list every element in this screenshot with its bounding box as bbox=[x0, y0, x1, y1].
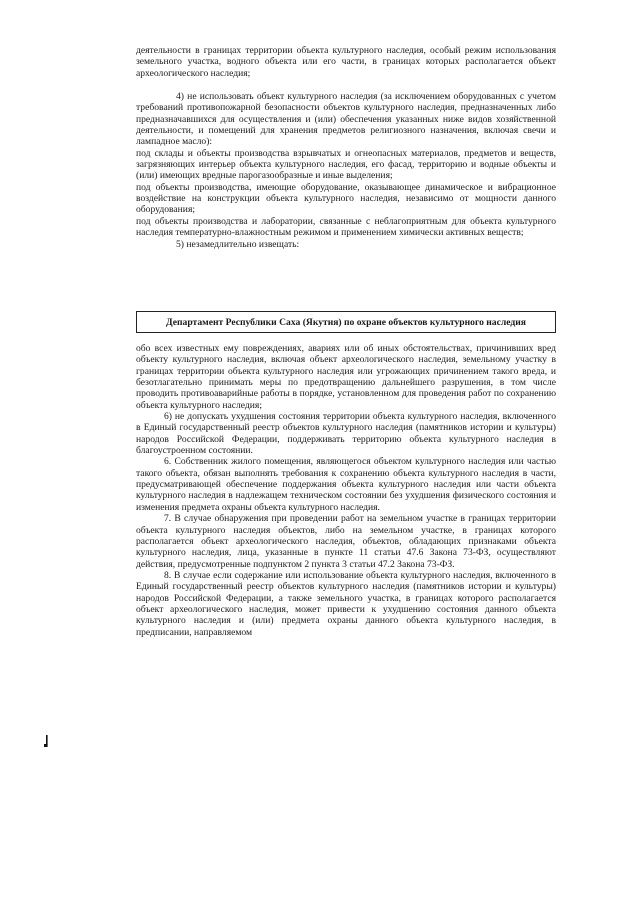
department-name: Департамент Республики Саха (Якутия) по охране объектов культурного наследия bbox=[166, 316, 526, 328]
paragraph-section-6: 6. Собственник жилого помещения, являющегося объектом культурного наследия или частью такого объекта, обязан выполнять требования к сохранению объекта культурного наследия в части, предусматривающей обеспечение поддержания объекта культурного наследия или части объекта культурного наследия в надлежащем техническом состоянии без ухудшения физического состояния и изменения предмета охраны объекта культурного наследия. bbox=[136, 456, 556, 513]
paragraph-section-7: 7. В случае обнаружения при проведении работ на земельном участке в границах территории объекта культурного наследия объектов, либо на земельном участке, в границах которого располагается объект археологического наследия, объектов, обладающих признаками объекта культурного наследия, лица, указанные в пункте 11 статьи 47.6 Закона 73-ФЗ, осуществляют действия, предусмотренные подпунктом 2 пункта 3 статьи 47.2 Закона 73-ФЗ. bbox=[136, 513, 556, 570]
department-stamp-box bbox=[136, 311, 556, 333]
paragraph-warehouses: под склады и объекты производства взрывчатых и огнеопасных материалов, предметов и веществ, загрязняющих интерьер объекта культурного наследия, его фасад, территорию и водные объекты и (или) имеющих вредные парогазообразные и иные выделения; bbox=[136, 147, 556, 182]
paragraph-laboratories: под объекты производства и лаборатории, связанные с неблагоприятным для объекта культурного наследия температурно-влажностным режимом и применением химически активных веществ; bbox=[136, 215, 556, 239]
paragraph-notify-damage: обо всех известных ему повреждениях, авариях или об иных обстоятельствах, причинивших вред объекту культурного наследия, включая объект археологического наследия, земельному участку в границах территории объекта культурного наследия или угрожающих причинением такого вреда, и безотлагательно принимать меры по предотвращению дальнейшего разрушения, в том числе проводить противоаварийные работы в порядке, установленном для проведения работ по сохранению объекта культурного наследия; bbox=[136, 343, 556, 411]
paragraph-continuation: деятельности в границах территории объекта культурного наследия, особый режим использования земельного участка, водного объекта или его части, в границах которых располагается объект археологического наследия; bbox=[136, 45, 556, 79]
paragraph-item-4: 4) не использовать объект культурного наследия (за исключением оборудованных с учетом требований противопожарной безопасности объектов культурного наследия, предназначенных либо предназначавшихся для осуществления и (или) обеспечения указанных ниже видов хозяйственной деятельности, и помещений для хранения предметов религиозного назначения, включая свечи и лампадное масло): bbox=[136, 91, 556, 148]
text-block-bottom bbox=[136, 343, 556, 638]
paragraph-section-8: 8. В случае если содержание или использование объекта культурного наследия, включенного в Единый государственный реестр объектов культурного наследия (памятников истории и культуры) народов Российской Федерации, а также земельного участка, в границах которого располагается объект археологического наследия, может привести к ухудшению состояния данного объекта культурного наследия и (или) предмета охраны данного объекта культурного наследия, в предписании, направляемом bbox=[136, 569, 556, 638]
scan-mark-icon bbox=[44, 735, 49, 747]
paragraph-production-objects: под объекты производства, имеющие оборудование, оказывающее динамическое и вибрационное воздействие на конструкции объекта культурного наследия, независимо от мощности данного оборудования; bbox=[136, 181, 556, 216]
text-block-top bbox=[136, 45, 556, 250]
paragraph-item-6: 6) не допускать ухудшения состояния территории объекта культурного наследия, включенного в Единый государственный реестр объектов культурного наследия (памятников истории и культуры) народов Российской Федерации, поддерживать территорию объекта культурного наследия в благоустроенном состоянии. bbox=[136, 411, 556, 457]
paragraph-item-5: 5) незамедлительно извещать: bbox=[176, 238, 300, 250]
